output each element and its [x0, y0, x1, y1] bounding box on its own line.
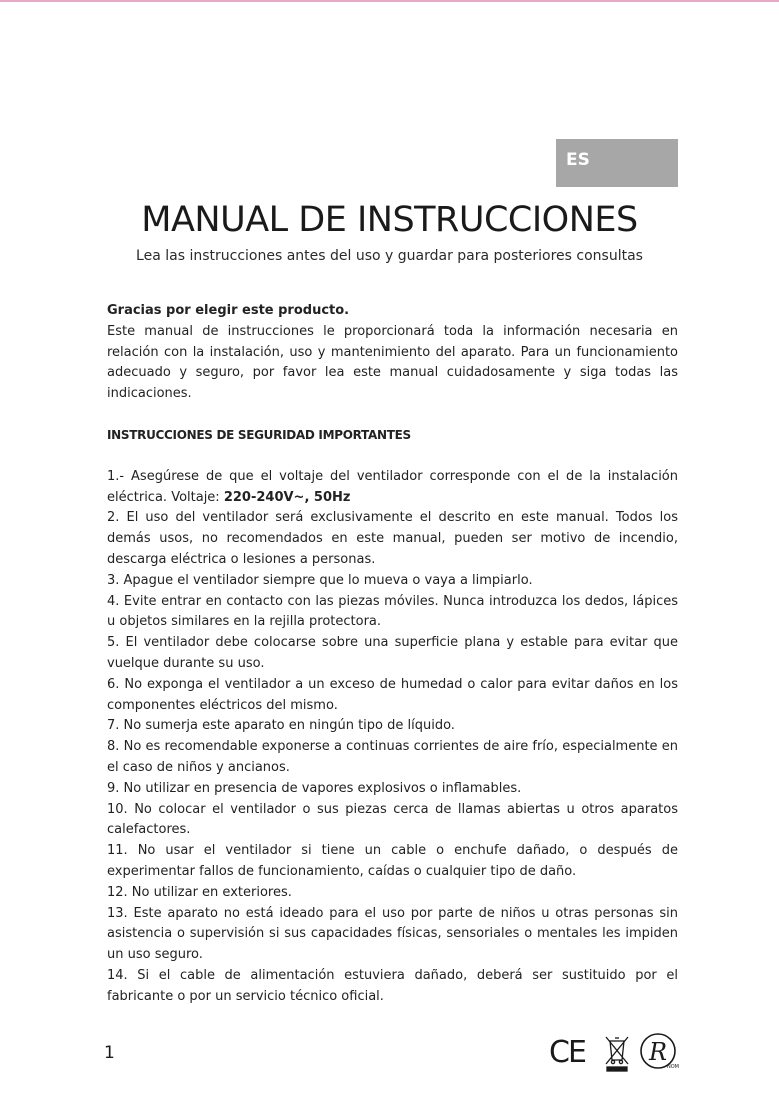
page-title: MANUAL DE INSTRUCCIONES — [141, 200, 638, 240]
safety-item: 8. No es recomendable exponerse a continuas corrientes de aire frío, especialmente en el caso de niños y ancianos. — [107, 739, 678, 775]
safety-item-1-text: 1.- Asegúrese de que el voltaje del ventilador corresponde con el de la instalación eléctrica. Voltaje: — [107, 468, 678, 505]
page-number: 1 — [104, 1043, 115, 1063]
safety-item: 7. No sumerja este aparato en ningún tipo de líquido. — [107, 718, 455, 734]
r-logo — [641, 1034, 679, 1070]
safety-item: 11. No usar el ventilador si tiene un cable o enchufe dañado, o después de experimentar fallos de funcionamiento, caídas o cualquier tipo de daño. — [107, 843, 678, 879]
top-border-line — [0, 0, 779, 2]
safety-item: 10. No colocar el ventilador o sus piezas cerca de llamas abiertas u otros aparatos calefactores. — [107, 801, 678, 838]
r-logo-letter: R — [649, 1038, 668, 1066]
safety-item: 14. Si el cable de alimentación estuviera dañado, deberá ser sustituido por el fabricante o por un servicio técnico oficial. — [107, 967, 678, 1004]
safety-item-1 — [107, 467, 678, 509]
ce-mark: CE — [549, 1035, 585, 1070]
safety-item: 3. Apague el ventilador siempre que lo mueva o vaya a limpiarlo. — [107, 572, 533, 588]
certification-marks — [549, 1029, 679, 1073]
language-badge — [556, 139, 678, 187]
safety-item: 5. El ventilador debe colocarse sobre una superficie plana y estable para evitar que vuelque durante su uso. — [107, 635, 678, 671]
r-logo-subtext: NOM — [667, 1064, 679, 1070]
safety-item: 4. Evite entrar en contacto con las piezas móviles. Nunca introduzca los dedos, lápices u objetos similares en la rejilla protectora. — [107, 593, 678, 630]
crossed-out-wheelie-bin-icon — [606, 1037, 628, 1071]
safety-item: 12. No utilizar en exteriores. — [107, 884, 292, 900]
language-code: ES — [566, 150, 590, 170]
safety-item: 6. No exponga el ventilador a un exceso de humedad o calor para evitar daños en los componentes eléctricos del mismo. — [107, 676, 678, 713]
page-subtitle: Lea las instrucciones antes del uso y guardar para posteriores consultas — [136, 248, 643, 264]
manual-content — [107, 301, 678, 1008]
safety-item: 13. Este aparato no está ideado para el uso por parte de niños u otras personas sin asistencia o supervisión si sus capacidades físicas, sensoriales o mentales les impiden un uso seguro. — [107, 905, 678, 963]
safety-item: 2. El uso del ventilador será exclusivamente el descrito en este manual. Todos los demás usos, no recomendados en este manual, pueden ser motivo de incendio, descarga eléctrica o lesiones a personas. — [107, 510, 678, 567]
safety-item: 9. No utilizar en presencia de vapores explosivos o inflamables. — [107, 780, 522, 796]
voltage-value: 220-240V~, 50Hz — [223, 489, 351, 505]
safety-heading: INSTRUCCIONES DE SEGURIDAD IMPORTANTES — [107, 427, 411, 442]
intro-paragraph: Este manual de instrucciones le proporcionará toda la información necesaria en relación con la instalación, uso y mantenimiento del aparato. Para un funcionamiento adecuado y seguro, por favor lea este manual cuidadosamente y siga todas las indicaciones. — [107, 323, 678, 402]
intro-heading: Gracias por elegir este producto. — [107, 303, 350, 318]
